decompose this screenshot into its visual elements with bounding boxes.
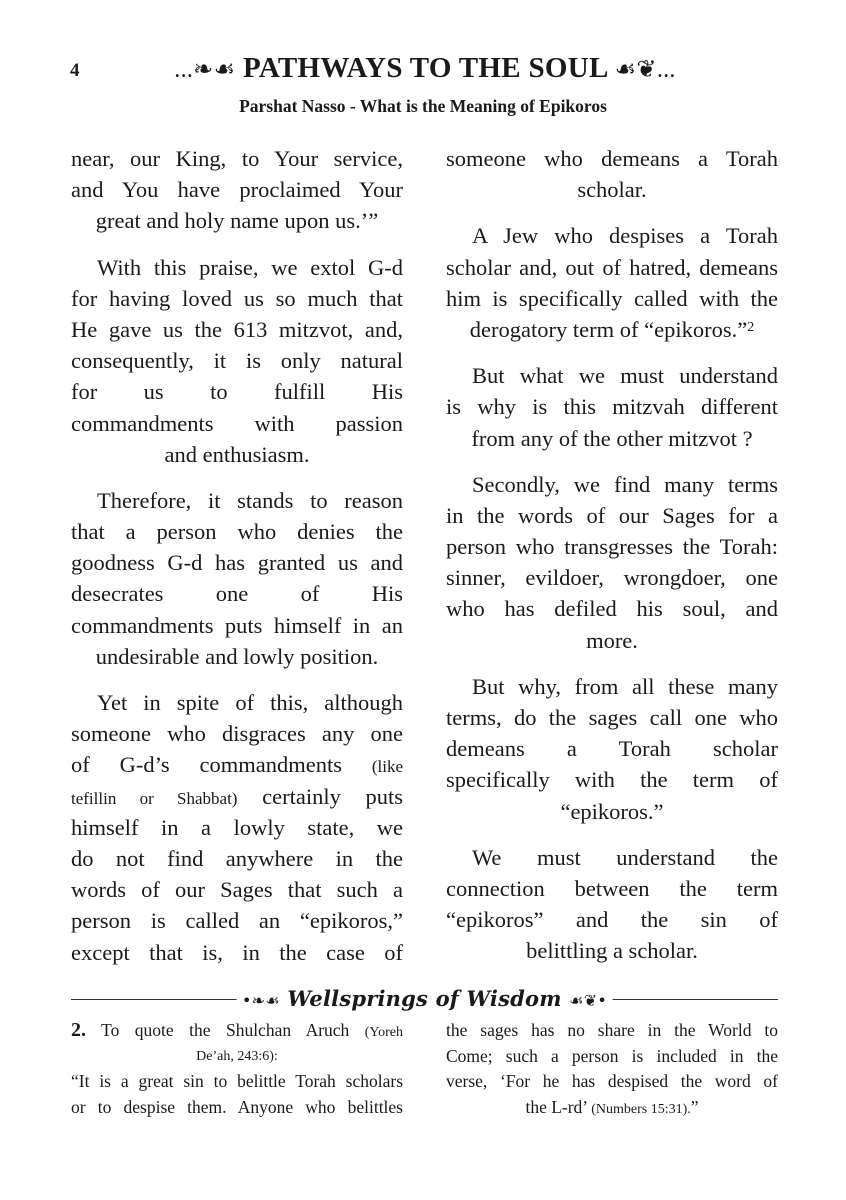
text-line: that a person who denies the bbox=[71, 519, 403, 545]
footnote-line: De’ah, 243:6): bbox=[196, 1048, 278, 1064]
text-line: for us to fulfill His bbox=[71, 379, 403, 405]
text-line: desecrates one of His bbox=[71, 581, 403, 607]
text-line: someone who demeans a Torah bbox=[446, 146, 778, 171]
paragraph bbox=[446, 220, 778, 345]
text-line: him is specifically called with the bbox=[446, 285, 778, 311]
citation-text: (Numbers 15:31). bbox=[591, 1101, 691, 1117]
text-line: and You have proclaimed Your bbox=[71, 177, 403, 203]
paragraph bbox=[71, 252, 403, 470]
right-column bbox=[446, 143, 778, 982]
text-line: person who transgresses the Torah: bbox=[446, 534, 778, 560]
text-line: specifically with the term of bbox=[446, 767, 778, 793]
text-line: Secondly, we find many terms bbox=[472, 471, 778, 497]
footnote-line: “It is a great sin to belittle Torah scholars bbox=[71, 1071, 403, 1091]
paragraph bbox=[446, 842, 778, 967]
text-line: from any of the other mitzvot ? bbox=[471, 425, 753, 451]
divider-label bbox=[236, 986, 613, 1011]
ornament-right-icon: ☙❦... bbox=[614, 57, 676, 83]
text-line: But why, from all these many bbox=[472, 673, 778, 699]
text-line: Therefore, it stands to reason bbox=[97, 487, 403, 513]
paragraph bbox=[446, 143, 778, 205]
book-title: PATHWAYS TO THE SOUL bbox=[242, 52, 608, 84]
text-line: But what we must understand bbox=[472, 363, 778, 389]
footnote-line bbox=[446, 1095, 778, 1121]
text-span: the L-rd’ bbox=[525, 1096, 587, 1117]
footnote-number: 2. bbox=[71, 1019, 86, 1041]
text-line: scholar. bbox=[577, 177, 647, 203]
text-line: A Jew who despises a Torah bbox=[472, 223, 778, 249]
text-line: We must understand the bbox=[472, 844, 778, 870]
text-line: great and holy name upon us.’” bbox=[95, 208, 379, 234]
page-number: 4 bbox=[70, 60, 80, 81]
paragraph bbox=[71, 485, 403, 672]
text-span: of G-d’s commandments bbox=[71, 752, 342, 778]
text-line: scholar and, out of hatred, demeans bbox=[446, 254, 778, 280]
text-line: commandments with passion bbox=[71, 410, 403, 436]
footnote-left-column bbox=[71, 1018, 403, 1120]
text-line: do not find anywhere in the bbox=[71, 845, 403, 871]
running-title bbox=[130, 52, 720, 85]
footnote-right-column bbox=[446, 1018, 778, 1120]
text-line: except that is, in the case of bbox=[71, 939, 403, 965]
paragraph bbox=[446, 360, 778, 454]
paragraph bbox=[446, 469, 778, 656]
footnote-divider bbox=[71, 986, 778, 1012]
text-line: “epikoros” and the sin of bbox=[446, 907, 778, 933]
footnote-line: the sages has no share in the World to bbox=[446, 1020, 778, 1040]
text-span: To quote the Shulchan Aruch bbox=[101, 1020, 350, 1040]
text-line: commandments puts himself in an bbox=[71, 612, 403, 638]
text-span: certainly puts bbox=[262, 783, 403, 809]
text-line bbox=[71, 781, 403, 812]
text-line: He gave us the 613 mitzvot, and, bbox=[71, 316, 403, 342]
ornament-right-icon: ☙❦• bbox=[569, 991, 607, 1010]
text-line: words of our Sages that such a bbox=[71, 877, 403, 903]
footnote-line: Come; such a person is included in the bbox=[446, 1045, 778, 1066]
text-line: more. bbox=[586, 627, 638, 653]
text-line: is why is this mitzvah different bbox=[446, 394, 778, 420]
text-line: belittling a scholar. bbox=[526, 938, 698, 964]
text-line: and enthusiasm. bbox=[164, 441, 310, 467]
text-line bbox=[71, 749, 403, 780]
paragraph bbox=[71, 143, 403, 237]
ornament-left-icon: ...❧☙ bbox=[174, 57, 236, 83]
paragraph bbox=[71, 687, 403, 968]
text-line: “epikoros.” bbox=[560, 798, 664, 824]
text-line: in the words of our Sages for a bbox=[446, 502, 778, 528]
text-line: someone who disgraces any one bbox=[71, 721, 403, 747]
footnote-line: verse, ‘For he has despised the word of bbox=[446, 1071, 778, 1091]
text-line: terms, do the sages call one who bbox=[446, 705, 778, 730]
text-line: connection between the term bbox=[446, 875, 778, 901]
parenthetical-text: tefillin or Shabbat) bbox=[71, 788, 238, 808]
footnote-line: or to despise them. Anyone who belittles bbox=[71, 1096, 403, 1117]
left-column bbox=[71, 143, 403, 983]
text-line: goodness G-d has granted us and bbox=[71, 550, 403, 576]
text-span: ” bbox=[690, 1096, 699, 1117]
parenthetical-text: (like bbox=[371, 757, 403, 777]
parenthetical-text: (Yoreh bbox=[364, 1025, 404, 1040]
ornament-left-icon: •❧☙ bbox=[242, 991, 280, 1010]
divider-title: Wellsprings of Wisdom bbox=[287, 986, 562, 1011]
text-line: who has defiled his soul, and bbox=[446, 596, 778, 622]
text-line: near, our King, to Your service, bbox=[71, 146, 403, 171]
text-line: demeans a Torah scholar bbox=[446, 736, 778, 762]
text-line: for having loved us so much that bbox=[71, 285, 403, 311]
text-line: Yet in spite of this, although bbox=[97, 690, 403, 715]
text-line: sinner, evildoer, wrongdoer, one bbox=[446, 565, 778, 591]
text-line bbox=[446, 314, 778, 345]
chapter-subtitle: Parshat Nasso - What is the Meaning of Epikoros bbox=[239, 96, 607, 116]
text-line: With this praise, we extol G-d bbox=[97, 254, 403, 280]
text-line: person is called an “epikoros,” bbox=[71, 908, 403, 934]
footnote-reference[interactable]: 2 bbox=[747, 319, 755, 335]
text-line: himself in a lowly state, we bbox=[71, 814, 403, 840]
paragraph bbox=[446, 671, 778, 827]
text-span: derogatory term of “epikoros.” bbox=[469, 316, 748, 342]
text-line: consequently, it is only natural bbox=[71, 348, 403, 374]
text-line: undesirable and lowly position. bbox=[95, 643, 379, 669]
footnote-line bbox=[71, 1018, 403, 1044]
